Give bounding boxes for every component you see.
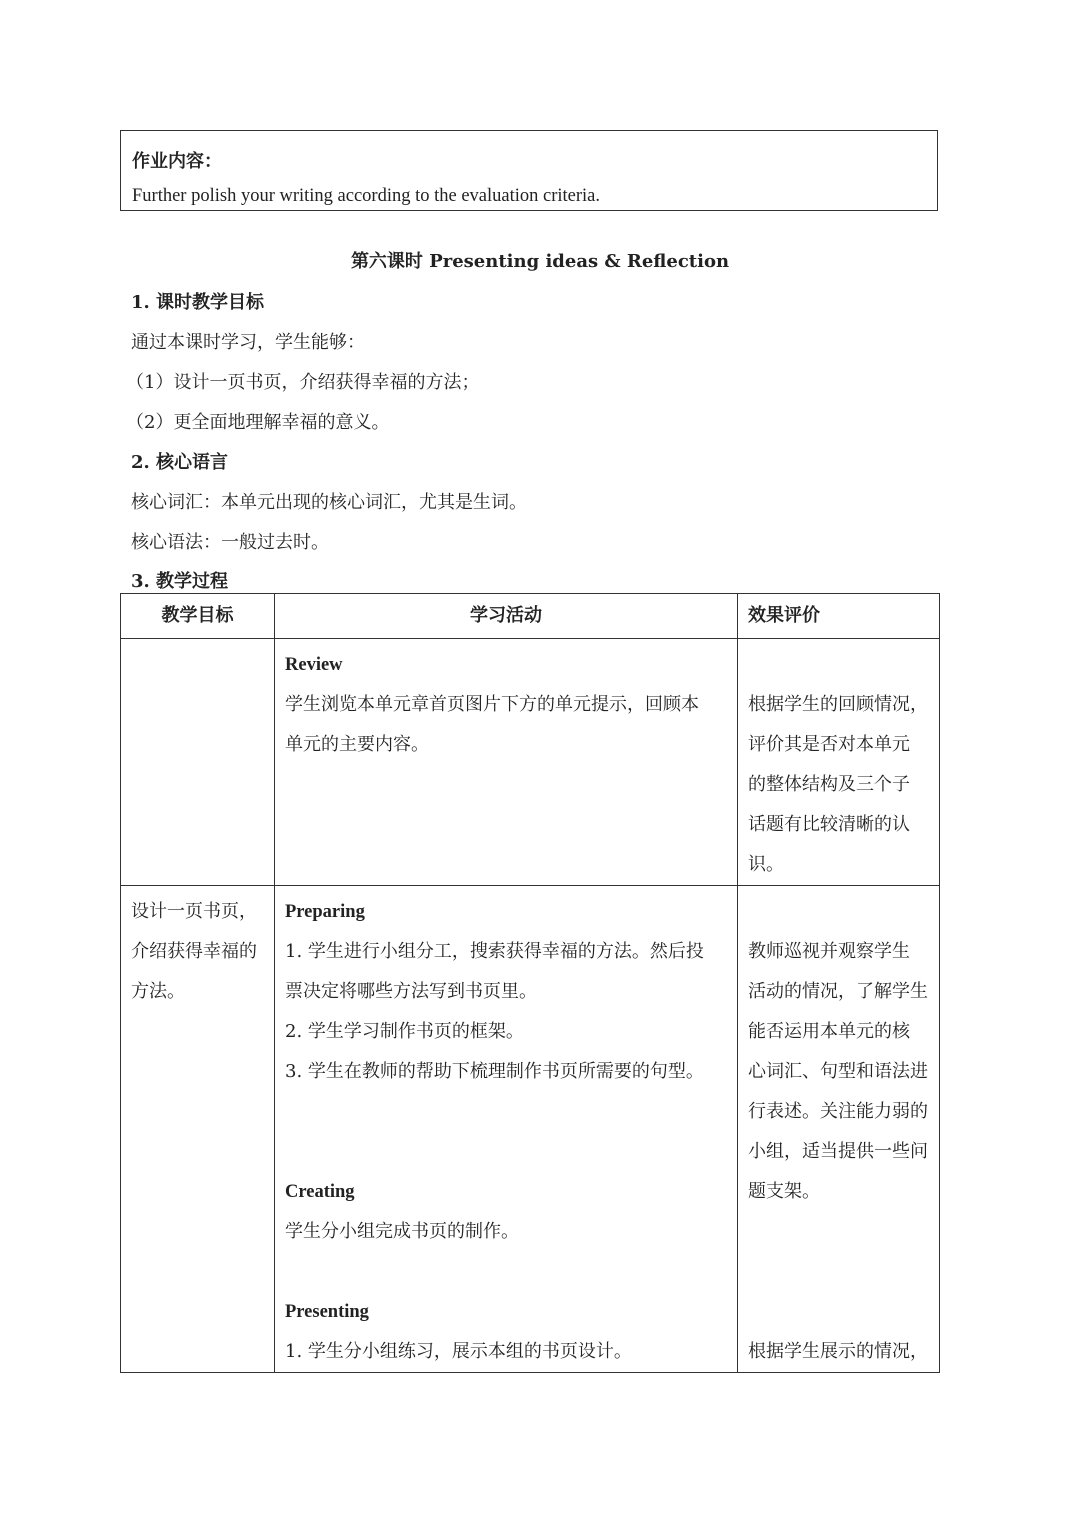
eval1-line-4: 话题有比较清晰的认 (748, 814, 910, 835)
creating-title: Creating (285, 1182, 355, 1202)
review-line-2: 单元的主要内容。 (285, 734, 429, 755)
preparing-line-1: 1. 学生进行小组分工，搜索获得幸福的方法。然后投 (285, 941, 704, 962)
objectives-heading: 1. 课时教学目标 (131, 292, 265, 313)
preparing-line-3: 2. 学生学习制作书页的框架。 (285, 1021, 524, 1042)
core-grammar: 核心语法：一般过去时。 (131, 532, 329, 553)
eval1-line-2: 评价其是否对本单元 (748, 734, 910, 755)
eval2-line-5: 行表述。关注能力弱的 (748, 1101, 928, 1122)
eval2-line-6: 小组，适当提供一些问 (748, 1141, 928, 1162)
row2-evaluation (738, 886, 940, 1373)
table-header-row (121, 594, 940, 639)
eval2-presenting: 根据学生展示的情况， (748, 1341, 928, 1362)
preparing-line-4: 3. 学生在教师的帮助下梳理制作书页所需要的句型。 (285, 1061, 704, 1082)
process-heading: 3. 教学过程 (131, 571, 229, 592)
eval1-line-5: 识。 (748, 854, 784, 875)
core-vocab: 核心词汇：本单元出现的核心词汇，尤其是生词。 (131, 492, 527, 513)
objectives-intro: 通过本课时学习，学生能够： (131, 332, 365, 353)
eval1-line-3: 的整体结构及三个子 (748, 774, 910, 795)
header-evaluation: 效果评价 (738, 594, 940, 639)
table-row (121, 886, 940, 1373)
header-activity: 学习活动 (275, 594, 738, 639)
objective-1: （1）设计一页书页，介绍获得幸福的方法； (126, 372, 480, 393)
row1-goal (121, 639, 275, 886)
review-line-1: 学生浏览本单元章首页图片下方的单元提示，回顾本 (285, 694, 699, 715)
teaching-process-table (120, 593, 940, 1373)
goal2-line-1: 设计一页书页， (131, 901, 257, 922)
lesson-title: 第六课时 Presenting ideas & Reflection (350, 251, 730, 272)
homework-text: Further polish your writing according to the evaluation criteria. (132, 186, 601, 206)
presenting-title: Presenting (285, 1302, 369, 1322)
review-title: Review (285, 655, 343, 675)
eval2-line-3: 能否运用本单元的核 (748, 1021, 910, 1042)
objective-2: （2）更全面地理解幸福的意义。 (126, 412, 390, 433)
eval2-line-2: 活动的情况，了解学生 (748, 981, 928, 1002)
header-goal: 教学目标 (121, 594, 275, 639)
row1-activity (275, 639, 738, 886)
eval2-line-4: 心词汇、句型和语法进 (748, 1061, 928, 1082)
language-heading: 2. 核心语言 (131, 452, 229, 473)
creating-text: 学生分小组完成书页的制作。 (285, 1221, 519, 1242)
table-row (121, 639, 940, 886)
eval2-line-1: 教师巡视并观察学生 (748, 941, 910, 962)
goal2-line-3: 方法。 (131, 981, 185, 1002)
homework-box (120, 130, 938, 211)
row2-activity (275, 886, 738, 1373)
eval1-line-1: 根据学生的回顾情况， (748, 694, 928, 715)
presenting-text: 1. 学生分小组练习，展示本组的书页设计。 (285, 1341, 632, 1362)
goal2-line-2: 介绍获得幸福的 (131, 941, 257, 962)
eval2-line-7: 题支架。 (748, 1181, 820, 1202)
homework-label: 作业内容： (132, 151, 222, 172)
row1-evaluation (738, 639, 940, 886)
preparing-line-2: 票决定将哪些方法写到书页里。 (285, 981, 537, 1002)
preparing-title: Preparing (285, 902, 365, 922)
row2-goal (121, 886, 275, 1373)
